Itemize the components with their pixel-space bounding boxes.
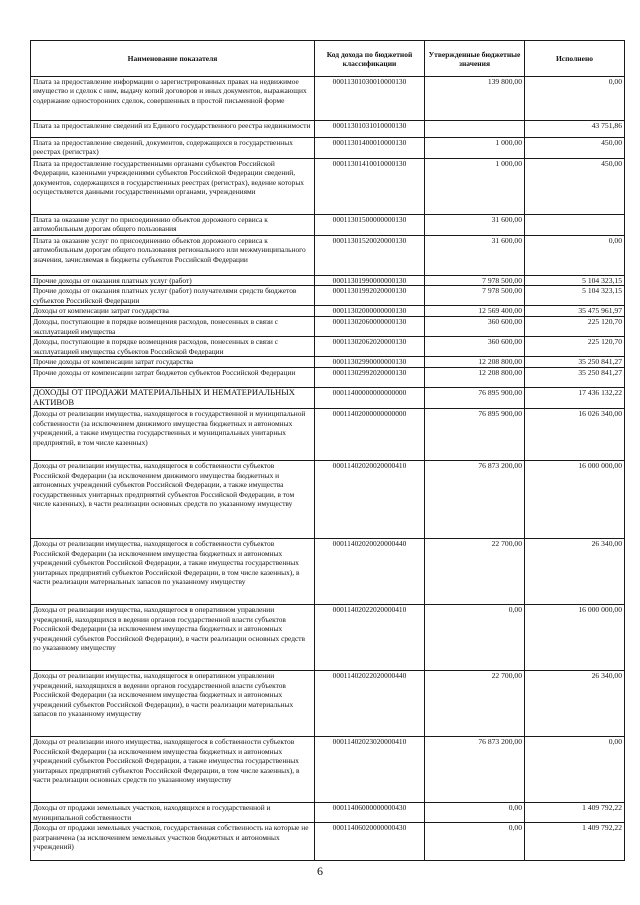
table-row	[31, 121, 625, 138]
row-plan-cell: 0,00	[425, 605, 525, 671]
row-code-cell: 00011402022020000440	[315, 671, 425, 737]
row-code-cell: 00011301990000000130	[315, 276, 425, 286]
table-row	[31, 737, 625, 803]
row-done-cell: 35 475 961,97	[525, 306, 625, 317]
row-done-cell: 5 104 323,15	[525, 276, 625, 286]
table-row	[31, 461, 625, 539]
budget-revenue-table	[30, 40, 625, 861]
row-plan-cell: 76 895 900,00	[425, 409, 525, 461]
row-done-cell: 26 340,00	[525, 539, 625, 605]
row-name-cell: Плата за предоставление государственными органами субъектов Российской Федерации, казенными учреждениями субъектов Российской Федерации сведений, документов, содержащихся в государственных реестрах (регистрах), ведение которых осуществляется данными государственными органами, учреждениями	[31, 159, 315, 215]
row-done-cell: 450,00	[525, 159, 625, 215]
table-row	[31, 409, 625, 461]
table-row	[31, 671, 625, 737]
row-code-cell: 00011400000000000000	[315, 388, 425, 409]
row-name-cell: Плата за предоставление сведений, документов, содержащихся в государственных реестрах (регистрах)	[31, 138, 315, 159]
row-name-cell: Доходы от реализации иного имущества, находящегося в собственности субъектов Российской Федерации (за исключением имущества бюджетных и автономных учреждений субъектов Российской Федерации, а также имущества государственных унитарных предприятий субъектов Российской Федерации, в том числе казенных), в части реализации основных средств по указанному имуществу	[31, 737, 315, 803]
row-name-cell: Доходы от реализации имущества, находящегося в оперативном управлении учреждений, находящихся в ведении органов государственной власти субъектов Российской Федерации (за исключением имущества бюджетных и автономных учреждений субъектов Российской Федерации), в части реализации основных средств по указанному имуществу	[31, 605, 315, 671]
row-plan-cell: 12 208 800,00	[425, 368, 525, 388]
row-code-cell: 00011301030010000130	[315, 77, 425, 121]
row-plan-cell: 360 600,00	[425, 337, 525, 357]
table-row	[31, 138, 625, 159]
row-plan-cell: 22 700,00	[425, 671, 525, 737]
table-row	[31, 276, 625, 286]
row-plan-cell: 139 800,00	[425, 77, 525, 121]
row-name-cell: Доходы от компенсации затрат государства	[31, 306, 315, 317]
row-done-cell: 16 000 000,00	[525, 461, 625, 539]
row-name-cell: Доходы от продажи земельных участков, государственная собственность на которые не разграничена (за исключением земельных участков бюджетных и автономных учреждений)	[31, 823, 315, 861]
row-code-cell: 00011301410010000130	[315, 159, 425, 215]
row-code-cell: 00011301500000000130	[315, 215, 425, 236]
row-plan-cell: 76 895 900,00	[425, 388, 525, 409]
row-done-cell: 0,00	[525, 236, 625, 276]
table-row	[31, 236, 625, 276]
row-name-cell: Доходы от реализации имущества, находящегося в собственности субъектов Российской Федерации (за исключением движимого имущества бюджетных и автономных учреждений субъектов Российской Федерации, а также имущества государственных унитарных предприятий субъектов Российской Федерации, в том числе казенных), в части реализации основных средств по указанному имуществу	[31, 461, 315, 539]
row-code-cell: 00011302000000000130	[315, 306, 425, 317]
row-plan-cell: 7 978 500,00	[425, 276, 525, 286]
table-row	[31, 357, 625, 368]
header-plan: Утвержденные бюджетные значения	[425, 41, 525, 77]
row-name-cell: Плата за предоставление сведений из Единого государственного реестра недвижимости	[31, 121, 315, 138]
row-plan-cell: 0,00	[425, 803, 525, 823]
table-row	[31, 286, 625, 306]
table-row	[31, 388, 625, 409]
row-done-cell: 35 250 841,27	[525, 357, 625, 368]
row-name-cell: Плата за оказание услуг по присоединению объектов дорожного сервиса к автомобильным дорогам общего пользования	[31, 215, 315, 236]
table-row	[31, 77, 625, 121]
table-body	[31, 77, 625, 861]
row-plan-cell: 360 600,00	[425, 317, 525, 337]
row-name-cell: Доходы, поступающие в порядке возмещения расходов, понесенных в связи с эксплуатацией имущества субъектов Российской Федерации	[31, 337, 315, 357]
row-plan-cell: 12 208 800,00	[425, 357, 525, 368]
row-code-cell: 00011402022020000410	[315, 605, 425, 671]
row-plan-cell: 7 978 500,00	[425, 286, 525, 306]
budget-table-sheet	[30, 40, 624, 861]
row-done-cell: 1 409 792,22	[525, 803, 625, 823]
row-plan-cell: 31 600,00	[425, 236, 525, 276]
header-name: Наименование показателя	[31, 41, 315, 77]
row-done-cell: 16 000 000,00	[525, 605, 625, 671]
row-plan-cell	[425, 121, 525, 138]
row-code-cell: 00011302992020000130	[315, 368, 425, 388]
row-code-cell: 00011301400010000130	[315, 138, 425, 159]
row-done-cell: 225 120,70	[525, 337, 625, 357]
row-done-cell: 16 026 340,00	[525, 409, 625, 461]
table-row	[31, 306, 625, 317]
row-code-cell: 00011302062020000130	[315, 337, 425, 357]
row-code-cell: 00011406020000000430	[315, 823, 425, 861]
table-row	[31, 803, 625, 823]
row-done-cell: 1 409 792,22	[525, 823, 625, 861]
row-name-cell: Доходы, поступающие в порядке возмещения расходов, понесенных в связи с эксплуатацией имущества	[31, 317, 315, 337]
row-plan-cell: 76 873 200,00	[425, 461, 525, 539]
row-code-cell: 00011301992020000130	[315, 286, 425, 306]
row-name-cell: Прочие доходы от компенсации затрат государства	[31, 357, 315, 368]
table-row	[31, 215, 625, 236]
table-row	[31, 337, 625, 357]
row-name-cell: Прочие доходы от компенсации затрат бюджетов субъектов Российской Федерации	[31, 368, 315, 388]
row-code-cell: 00011302060000000130	[315, 317, 425, 337]
row-name-cell: Доходы от продажи земельных участков, находящихся в государственной и муниципальной собственности	[31, 803, 315, 823]
row-plan-cell: 31 600,00	[425, 215, 525, 236]
row-plan-cell: 1 000,00	[425, 159, 525, 215]
row-name-cell: Плата за оказание услуг по присоединению объектов дорожного сервиса к автомобильным дорогам общего пользования регионального или межмуниципального значения, зачисляемая в бюджеты субъектов Российской Федерации	[31, 236, 315, 276]
row-code-cell: 00011402020020000410	[315, 461, 425, 539]
row-name-cell: Доходы от реализации имущества, находящегося в государственной и муниципальной собственности (за исключением движимого имущества бюджетных и автономных учреждений, а также имущества государственных и муниципальных унитарных предприятий, в том числе казенных)	[31, 409, 315, 461]
header-code: Код дохода по бюджетной классификации	[315, 41, 425, 77]
row-code-cell: 00011301031010000130	[315, 121, 425, 138]
row-done-cell: 225 120,70	[525, 317, 625, 337]
table-row	[31, 605, 625, 671]
row-done-cell: 0,00	[525, 737, 625, 803]
row-done-cell: 26 340,00	[525, 671, 625, 737]
row-done-cell: 17 436 132,22	[525, 388, 625, 409]
row-name-cell: Доходы от реализации имущества, находящегося в собственности субъектов Российской Федерации (за исключением имущества бюджетных и автономных учреждений субъектов Российской Федерации, а также имущества государственных унитарных предприятий субъектов Российской Федерации, в том числе казенных), в части реализации материальных запасов по указанному имуществу	[31, 539, 315, 605]
row-plan-cell: 0,00	[425, 823, 525, 861]
row-plan-cell: 76 873 200,00	[425, 737, 525, 803]
row-code-cell: 00011402023020000410	[315, 737, 425, 803]
row-code-cell: 00011302990000000130	[315, 357, 425, 368]
row-done-cell: 5 104 323,15	[525, 286, 625, 306]
row-name-cell: ДОХОДЫ ОТ ПРОДАЖИ МАТЕРИАЛЬНЫХ И НЕМАТЕРИАЛЬНЫХ АКТИВОВ	[31, 388, 315, 409]
row-name-cell: Доходы от реализации имущества, находящегося в оперативном управлении учреждений, находящихся в ведении органов государственной власти субъектов Российской Федерации (за исключением имущества бюджетных и автономных учреждений субъектов Российской Федерации), в части реализации материальных запасов по указанному имуществу	[31, 671, 315, 737]
row-code-cell: 00011402020020000440	[315, 539, 425, 605]
row-done-cell: 35 250 841,27	[525, 368, 625, 388]
row-done-cell: 450,00	[525, 138, 625, 159]
row-name-cell: Прочие доходы от оказания платных услуг (работ)	[31, 276, 315, 286]
table-row	[31, 317, 625, 337]
row-code-cell: 00011301520020000130	[315, 236, 425, 276]
row-plan-cell: 12 569 400,00	[425, 306, 525, 317]
table-row	[31, 368, 625, 388]
row-plan-cell: 22 700,00	[425, 539, 525, 605]
page-number: 6	[317, 864, 323, 878]
table-header-row	[31, 41, 625, 77]
row-done-cell	[525, 215, 625, 236]
row-code-cell: 00011402000000000000	[315, 409, 425, 461]
row-name-cell: Прочие доходы от оказания платных услуг (работ) получателями средств бюджетов субъектов Российской Федерации	[31, 286, 315, 306]
row-plan-cell: 1 000,00	[425, 138, 525, 159]
row-name-cell: Плата за предоставление информации о зарегистрированных правах на недвижимое имущество и сделок с ним, выдачу копий договоров и иных документов, выражающих содержание односторонних сделок, совершенных в простой письменной форме	[31, 77, 315, 121]
header-done: Исполнено	[525, 41, 625, 77]
table-row	[31, 539, 625, 605]
table-row	[31, 823, 625, 861]
row-done-cell: 0,00	[525, 77, 625, 121]
table-row	[31, 159, 625, 215]
row-code-cell: 00011406000000000430	[315, 803, 425, 823]
row-done-cell: 43 751,86	[525, 121, 625, 138]
